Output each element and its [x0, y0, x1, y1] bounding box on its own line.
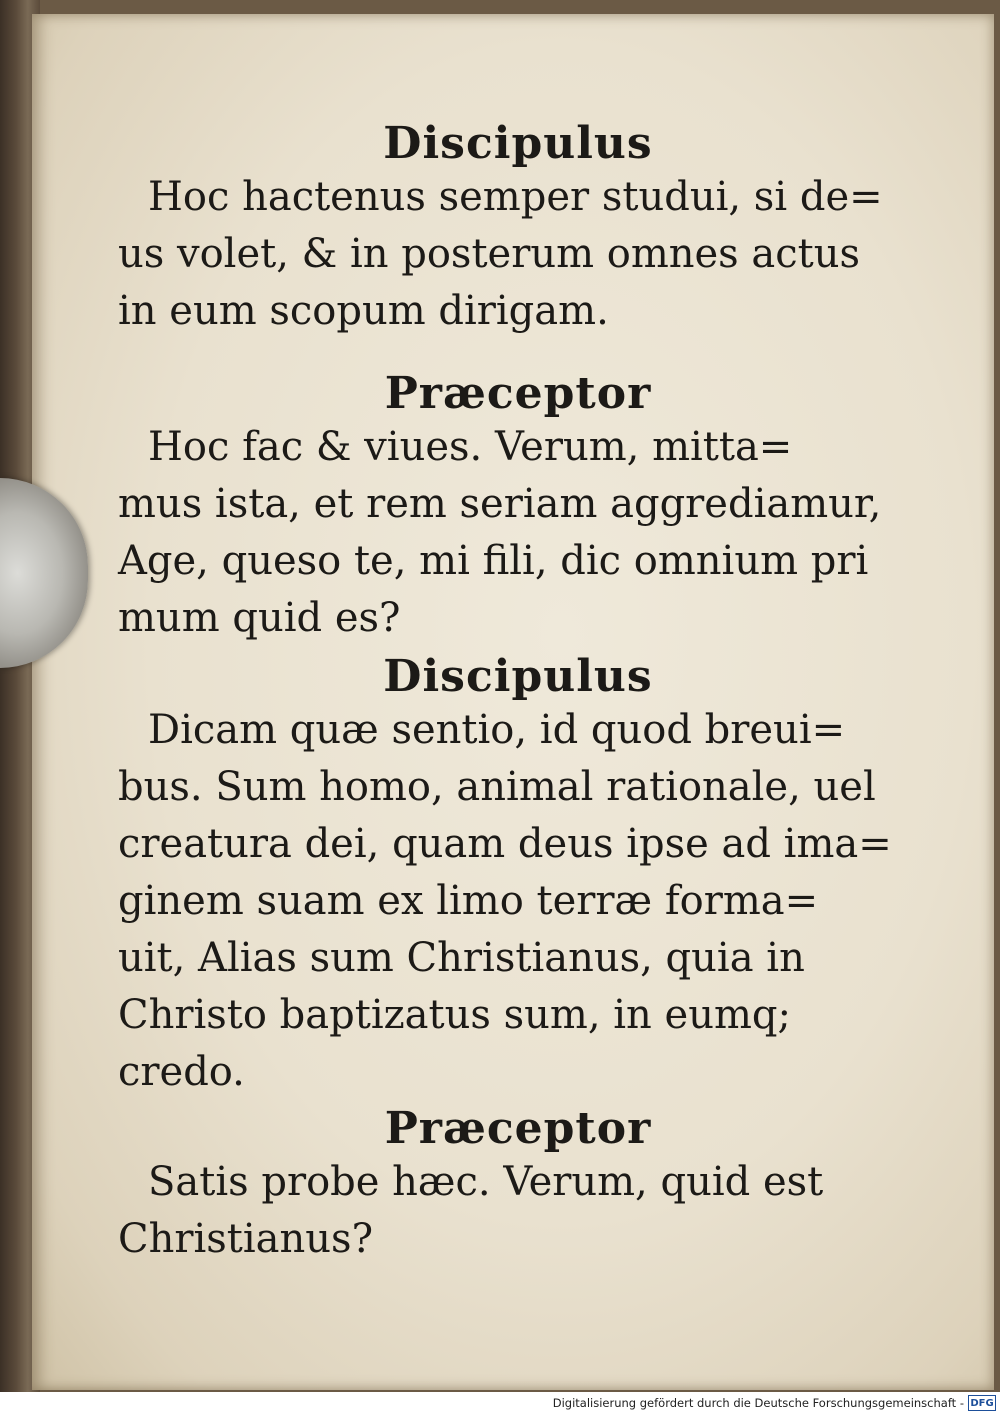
speech-paragraph	[118, 1154, 918, 1268]
digitization-footer	[0, 1392, 1000, 1416]
block-2	[118, 368, 918, 647]
speaker-heading: Discipulus	[383, 118, 653, 169]
text-line: ginem suam ex limo terræ forma=	[118, 878, 819, 924]
text-line: Christo baptizatus sum, in eumq;	[118, 992, 791, 1038]
text-line: bus. Sum homo, animal rationale, uel	[118, 764, 876, 810]
text-line: credo.	[118, 1049, 245, 1095]
speech-paragraph	[118, 702, 918, 1101]
text-line: Satis probe hæc. Verum, quid est	[148, 1159, 824, 1205]
speaker-heading: Præceptor	[384, 368, 652, 419]
dfg-logo: DFG	[968, 1395, 996, 1411]
text-line: uit, Alias sum Christianus, quia in	[118, 935, 805, 981]
speech-paragraph	[118, 169, 918, 340]
text-line: us volet, & in posterum omnes actus	[118, 231, 861, 277]
funding-credit: Digitalisierung gefördert durch die Deutsche Forschungsgemeinschaft -	[552, 1396, 964, 1410]
text-line: Age, queso te, mi fili, dic omnium pri	[118, 538, 869, 584]
text-line: Dicam quæ sentio, id quod breui=	[148, 707, 846, 753]
text-line: Hoc fac & viues. Verum, mitta=	[148, 424, 793, 470]
page-text	[118, 118, 918, 1268]
text-line: creatura dei, quam deus ipse ad ima=	[118, 821, 892, 867]
text-line: mus ista, et rem seriam aggrediamur,	[118, 481, 882, 527]
speech-paragraph	[118, 419, 918, 647]
block-3	[118, 651, 918, 1101]
text-line: mum quid es?	[118, 595, 401, 641]
text-line: Christianus?	[118, 1216, 374, 1262]
speaker-heading: Præceptor	[384, 1103, 652, 1154]
text-line: Hoc hactenus semper studui, si de=	[148, 174, 883, 220]
block-1	[118, 118, 918, 340]
text-line: in eum scopum dirigam.	[118, 288, 609, 334]
speaker-heading: Discipulus	[383, 651, 653, 702]
block-4	[118, 1103, 918, 1268]
